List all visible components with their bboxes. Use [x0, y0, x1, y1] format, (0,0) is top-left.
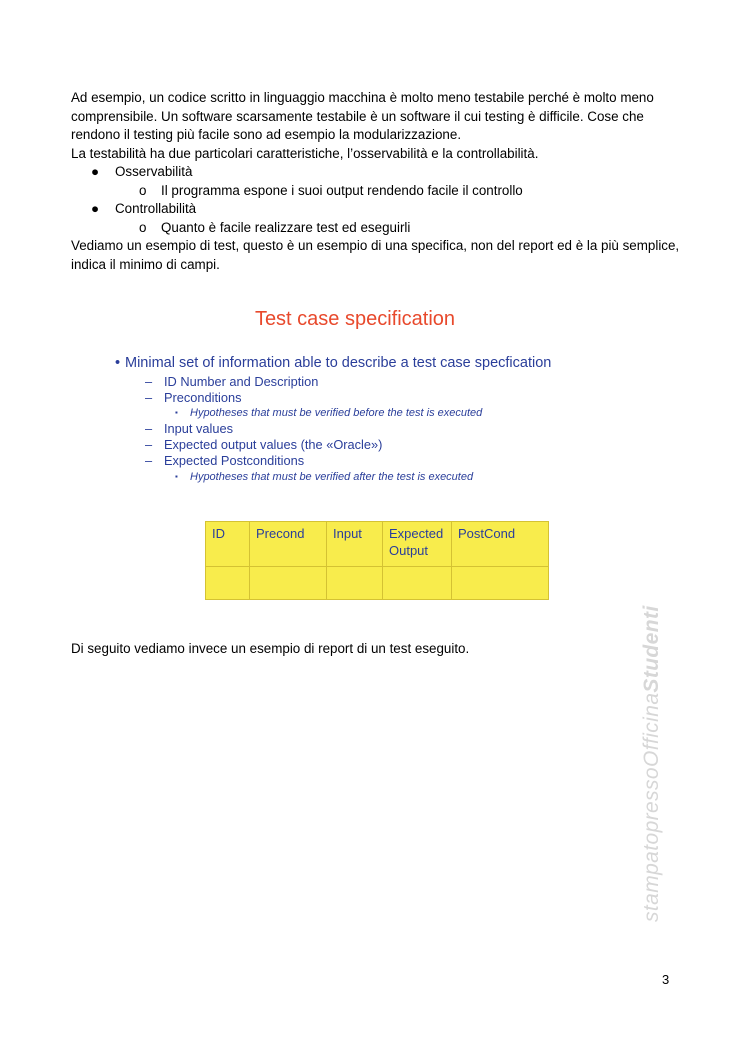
- test-case-slide-image: [100, 300, 600, 610]
- table-header-row: [206, 522, 549, 567]
- list-item: [71, 200, 681, 219]
- dash-icon: –: [145, 437, 153, 452]
- table-header-cell: Input: [327, 522, 383, 567]
- table-header-cell: Expected Output: [383, 522, 452, 567]
- slide-item: [145, 374, 318, 389]
- paragraph-example-intro: Vediamo un esempio di test, questo è un esempio di una specifica, non del report ed è la più semplice, indica il minimo di campi.: [71, 238, 680, 272]
- slide-note: [175, 471, 473, 483]
- table-cell: [206, 567, 250, 600]
- table-cell: [250, 567, 327, 600]
- table-cell: [327, 567, 383, 600]
- table-row: [206, 567, 549, 600]
- circle-bullet-icon: o: [139, 219, 147, 235]
- list-item-label: Controllabilità: [115, 201, 197, 216]
- sub-list-item-label: Il programma espone i suoi output rendendo facile il controllo: [161, 182, 523, 198]
- slide-note: [175, 407, 482, 419]
- watermark: [640, 522, 664, 922]
- slide-item: [145, 437, 382, 452]
- test-spec-table: [205, 521, 549, 600]
- paragraph-testability: Ad esempio, un codice scritto in linguaggio macchina è molto meno testabile perché è molto meno comprensibile. Un software scarsamente testabile è un software il cui testing è difficile. Cose che rendono il testing più facile sono ad esempio la modularizzazione.: [71, 90, 654, 142]
- body-text: [71, 89, 681, 274]
- dash-icon: –: [145, 453, 153, 468]
- paragraph-report-intro: Di seguito vediamo invece un esempio di report di un test eseguito.: [71, 641, 470, 656]
- slide-item-label: Expected output values (the «Oracle»): [164, 437, 383, 452]
- sub-list-item: [71, 219, 681, 238]
- watermark-text: stampatopressoOfficina: [640, 692, 663, 922]
- list-item: [71, 163, 681, 182]
- dash-icon: –: [145, 421, 153, 436]
- slide-item-label: Preconditions: [164, 390, 242, 405]
- table-cell: [452, 567, 549, 600]
- square-bullet-icon: ▪: [175, 408, 178, 417]
- sub-list-item: [71, 182, 681, 201]
- slide-note-text: Hypotheses that must be verified after the test is executed: [190, 471, 474, 483]
- slide-title: Test case specification: [254, 308, 456, 330]
- dash-icon: –: [145, 374, 153, 389]
- table-header-cell: ID: [206, 522, 250, 567]
- slide-item: [145, 453, 304, 468]
- slide-note-text: Hypotheses that must be verified before the test is executed: [190, 407, 483, 419]
- circle-bullet-icon: o: [139, 182, 147, 198]
- table-header-cell: PostCond: [452, 522, 549, 567]
- dash-icon: –: [145, 390, 153, 405]
- bullet-icon: ●: [91, 164, 100, 179]
- table-cell: [383, 567, 452, 600]
- slide-item: [145, 421, 233, 436]
- list-item-label: Osservabilità: [115, 164, 193, 179]
- table-header-cell: Precond: [250, 522, 327, 567]
- bullet-icon: ●: [91, 201, 100, 216]
- slide-item: [145, 390, 242, 405]
- slide-item-label: Input values: [164, 421, 234, 436]
- slide-main-text: Minimal set of information able to describe a test case specfication: [125, 355, 552, 371]
- paragraph-characteristics: La testabilità ha due particolari caratteristiche, l’osservabilità e la controllabilità.: [71, 145, 539, 161]
- slide-item-label: ID Number and Description: [164, 374, 319, 389]
- watermark-text-bold: Studenti: [640, 605, 663, 693]
- page-number: 3: [662, 972, 670, 987]
- slide-item-label: Expected Postconditions: [164, 453, 305, 468]
- square-bullet-icon: ▪: [175, 472, 178, 481]
- slide-main-bullet: [115, 355, 551, 371]
- sub-list-item-label: Quanto è facile realizzare test ed eseguirli: [161, 219, 411, 235]
- bullet-icon: •: [115, 355, 121, 371]
